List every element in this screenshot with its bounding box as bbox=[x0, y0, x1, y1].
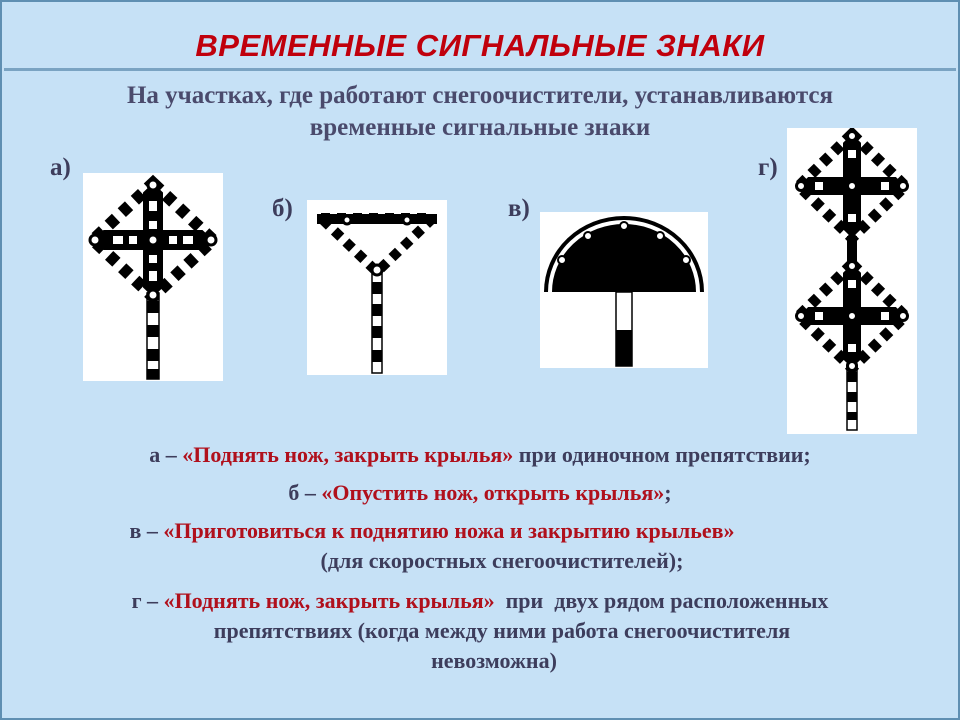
caption-v-quote: «Приготовиться к поднятию ножа и закрытию крыльев» bbox=[163, 518, 735, 543]
sign-g-label: г) bbox=[758, 154, 778, 181]
caption-a-suffix: при одиночном препятствии; bbox=[513, 442, 811, 467]
sign-g-panel bbox=[787, 128, 917, 434]
caption-g-suffix: при двух рядом расположенных bbox=[494, 588, 829, 613]
caption-a-prefix: а – bbox=[149, 442, 183, 467]
diamond-cross-sign-icon bbox=[83, 173, 223, 381]
caption-v-prefix: в – bbox=[129, 518, 164, 543]
sign-v-panel bbox=[540, 212, 708, 368]
semicircle-sign-icon bbox=[540, 212, 708, 368]
sign-b-panel bbox=[307, 200, 447, 375]
sign-b-label: б) bbox=[272, 195, 293, 222]
caption-g-line3: невозможна) bbox=[431, 648, 557, 673]
caption-g-line2: препятствиях (когда между ними работа снегоочистителя bbox=[213, 618, 791, 643]
caption-g bbox=[0, 586, 960, 616]
caption-g-quote: «Поднять нож, закрыть крылья» bbox=[163, 588, 495, 613]
double-diamond-sign-icon bbox=[787, 128, 917, 434]
intro-line-2: временные сигнальные знаки bbox=[309, 114, 651, 141]
caption-v-note: (для скоростных снегоочистителей); bbox=[320, 548, 684, 573]
caption-v bbox=[0, 516, 912, 546]
sign-v-label: в) bbox=[508, 195, 530, 222]
caption-b-suffix: ; bbox=[664, 480, 672, 505]
caption-a bbox=[0, 440, 960, 470]
slide-title: ВРЕМЕННЫЕ СИГНАЛЬНЫЕ ЗНАКИ bbox=[195, 28, 765, 63]
intro-line-1: На участках, где работают снегоочистители, устанавливаются bbox=[126, 82, 834, 109]
sign-a-label: а) bbox=[50, 154, 71, 181]
caption-b-quote: «Опустить нож, открыть крылья» bbox=[321, 480, 665, 505]
caption-b-prefix: б – bbox=[288, 480, 322, 505]
triangle-sign-icon bbox=[307, 200, 447, 375]
caption-b bbox=[0, 478, 960, 508]
caption-g-prefix: г – bbox=[131, 588, 164, 613]
caption-a-quote: «Поднять нож, закрыть крылья» bbox=[182, 442, 514, 467]
sign-a-panel bbox=[83, 173, 223, 381]
